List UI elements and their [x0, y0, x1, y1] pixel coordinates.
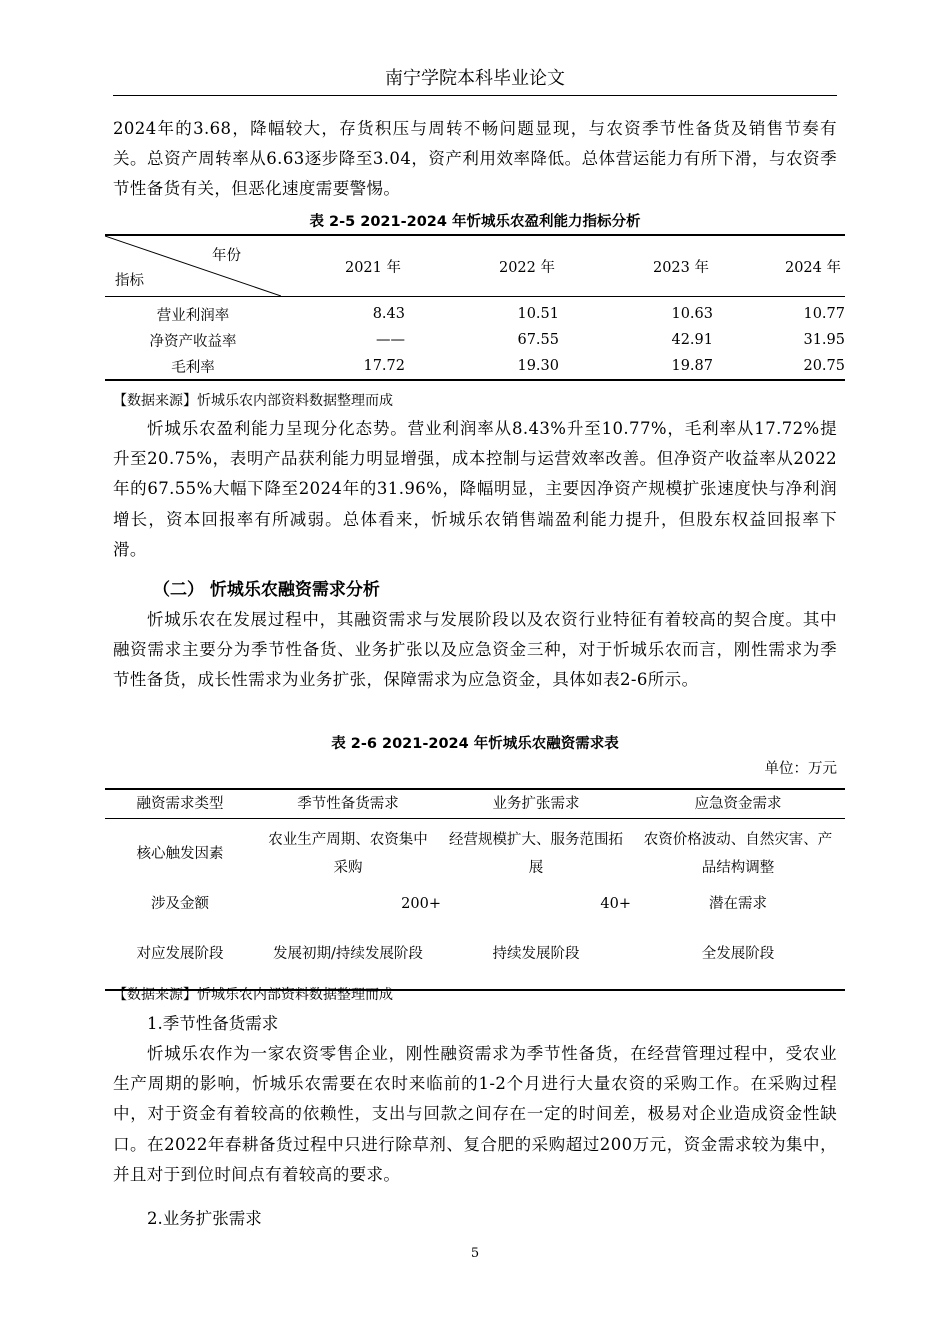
- year-header-2022: 2022 年: [405, 235, 559, 297]
- table-cell: 40+: [600, 896, 631, 912]
- table-cell: 10.77: [803, 306, 845, 322]
- header-rule: [113, 95, 837, 96]
- corner-year-label: 年份: [212, 248, 241, 264]
- table-cell: 10.63: [671, 306, 713, 322]
- row-label: 营业利润率: [156, 307, 230, 324]
- table-cell: 20.75: [803, 358, 845, 374]
- table-cell: 发展初期/持续发展阶段: [273, 946, 423, 962]
- table-row: [105, 297, 845, 328]
- table-cell: 潜在需求: [709, 896, 767, 912]
- table-cell: 农业生产周期、农资集中采购: [268, 832, 428, 876]
- table-row: [105, 327, 845, 353]
- column-header: 业务扩张需求: [441, 789, 631, 819]
- table-cell: 67.55: [517, 332, 559, 348]
- row-label: 涉及金额: [151, 896, 209, 912]
- column-header: 季节性备货需求: [255, 789, 441, 819]
- subheading-expansion: 2.业务扩张需求: [147, 1209, 262, 1228]
- section-heading: （二） 忻城乐农融资需求分析: [153, 580, 380, 600]
- table-cell: 8.43: [372, 306, 405, 322]
- table-row: [105, 819, 845, 890]
- page-number: 5: [470, 1246, 480, 1261]
- table-cell: 17.72: [363, 358, 405, 374]
- paragraph-financing-intro: 忻城乐农在发展过程中，其融资需求与发展阶段以及农资行业特征有着较高的契合度。其中融资需求主要分为季节性备货、业务扩张以及应急资金三种，对于忻城乐农而言，刚性需求为季节性备货，成长性需求为业务扩张，保障需求为应急资金，具体如表2-6所示。: [113, 610, 837, 690]
- table-cell: 200+: [401, 896, 441, 912]
- page-header: 南宁学院本科毕业论文: [385, 68, 565, 89]
- table-header-row: [105, 789, 845, 819]
- table-cell: ——: [376, 332, 405, 348]
- row-label: 毛利率: [171, 359, 215, 376]
- column-header: 融资需求类型: [105, 789, 255, 819]
- table-cell: 10.51: [517, 306, 559, 322]
- table-2-5-caption: 表 2-5 2021-2024 年忻城乐农盈利能力指标分析: [309, 214, 641, 230]
- profitability-table: [105, 234, 845, 381]
- diagonal-header-cell: [105, 235, 281, 297]
- table-cell: 42.91: [671, 332, 713, 348]
- table-2-5-source: 【数据来源】忻城乐农内部资料数据整理而成: [113, 393, 393, 409]
- unit-label: 单位：万元: [764, 761, 837, 777]
- table-2-6-source: 【数据来源】忻城乐农内部资料数据整理而成: [113, 987, 393, 1003]
- subheading-seasonal: 1.季节性备货需求: [147, 1014, 279, 1033]
- table-cell: 19.30: [517, 358, 559, 374]
- paragraph-profitability: 忻城乐农盈利能力呈现分化态势。营业利润率从8.43%升至10.77%，毛利率从17.72%提升至20.75%，表明产品获利能力明显增强，成本控制与运营效率改善。但净资产收益率从2022年的67.55%大幅下降至2024年的31.96%，降幅明显，主要因净资产规模扩张速度快与净利润增长，资本回报率有所减弱。总体看来，忻城乐农销售端盈利能力提升，但股东权益回报率下滑。: [113, 419, 837, 559]
- year-header-2023: 2023 年: [559, 235, 713, 297]
- table-cell: 全发展阶段: [701, 946, 775, 962]
- table-header-row: [105, 235, 845, 297]
- row-label: 对应发展阶段: [136, 946, 224, 962]
- financing-needs-table: [105, 788, 845, 991]
- table-row: [105, 889, 845, 919]
- year-header-2021: 2021 年: [281, 235, 405, 297]
- paragraph-turnover-summary: 2024年的3.68，降幅较大，存货积压与周转不畅问题显现，与农资季节性备货及销售节奏有关。总资产周转率从6.63逐步降至3.04，资产利用效率降低。总体营运能力有所下滑，与农资季节性备货有关，但恶化速度需要警惕。: [113, 119, 837, 199]
- table-cell: 经营规模扩大、服务范围拓展: [449, 832, 623, 876]
- column-header: 应急资金需求: [631, 789, 845, 819]
- table-cell: 农资价格波动、自然灾害、产品结构调整: [643, 832, 833, 876]
- corner-indicator-label: 指标: [115, 273, 144, 289]
- table-cell: 持续发展阶段: [492, 946, 580, 962]
- table-cell: 19.87: [671, 358, 713, 374]
- paragraph-seasonal-stocking: 忻城乐农作为一家农资零售企业，刚性融资需求为季节性备货，在经营管理过程中，受农业生产周期的影响，忻城乐农需要在农时来临前的1-2个月进行大量农资的采购工作。在采购过程中，对于资金有着较高的依赖性，支出与回款之间存在一定的时间差，极易对企业造成资金性缺口。在2022年春耕备货过程中只进行除草剂、复合肥的采购超过200万元，资金需求较为集中，并且对于到位时间点有着较高的要求。: [113, 1044, 837, 1184]
- row-label: 净资产收益率: [149, 333, 237, 350]
- table-cell: 31.95: [803, 332, 845, 348]
- table-2-6-caption: 表 2-6 2021-2024 年忻城乐农融资需求表: [331, 736, 619, 752]
- row-label: 核心触发因素: [136, 846, 224, 862]
- table-row: [105, 919, 845, 990]
- year-header-2024: 2024 年: [713, 235, 845, 297]
- table-row: [105, 353, 845, 380]
